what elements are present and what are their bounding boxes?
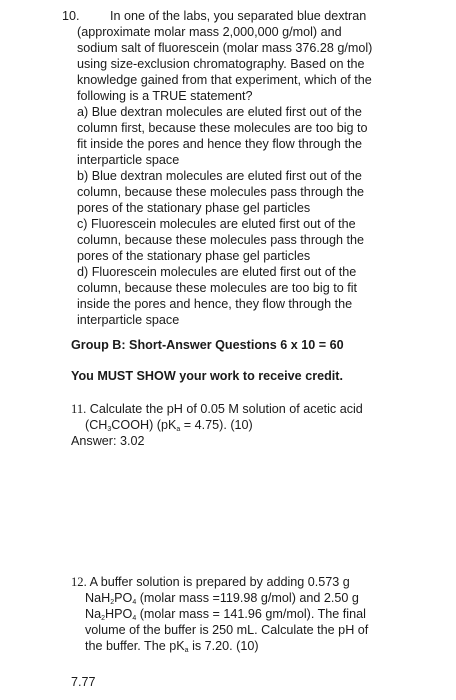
question-11-line-2 bbox=[71, 417, 401, 433]
option-a-line: a) Blue dextran molecules are eluted first out of the bbox=[77, 105, 362, 119]
question-10-body bbox=[77, 24, 407, 328]
option-a-line: column first, because these molecules are too big to bbox=[77, 121, 368, 135]
question-10-line: following is a TRUE statement? bbox=[77, 89, 253, 103]
option-d-line: d) Fluorescein molecules are eluted first out of the bbox=[77, 265, 357, 279]
formula-part: = 4.75). (10) bbox=[180, 418, 253, 432]
subscript: a bbox=[184, 647, 189, 654]
question-12-line-1 bbox=[71, 574, 401, 590]
option-d-line: interparticle space bbox=[77, 313, 180, 327]
formula-part: (molar mass = 141.96 gm/mol). The final bbox=[136, 607, 366, 621]
question-10-number: 10. bbox=[62, 9, 80, 23]
option-d-line: inside the pores and hence, they flow through the bbox=[77, 297, 353, 311]
formula-part: PO bbox=[114, 591, 133, 605]
question-12-line-5 bbox=[71, 638, 401, 654]
question-12-line-2 bbox=[71, 590, 401, 606]
formula-part: HPO bbox=[105, 607, 133, 621]
subscript: 3 bbox=[107, 426, 112, 433]
question-12-line-3 bbox=[71, 606, 401, 622]
formula-part: COOH) (pK bbox=[111, 418, 177, 432]
group-b-title: Group B: Short-Answer Questions 6 x 10 = 60 bbox=[71, 338, 344, 352]
option-c-line: pores of the stationary phase gel particles bbox=[77, 249, 311, 263]
question-10-line: using size-exclusion chromatography. Based on the bbox=[77, 57, 365, 71]
question-10-line: sodium salt of fluorescein (molar mass 376.28 g/mol) bbox=[77, 41, 373, 55]
question-11-text: Calculate the pH of 0.05 M solution of acetic acid bbox=[89, 402, 363, 416]
option-c-line: c) Fluorescein molecules are eluted first out of the bbox=[77, 217, 356, 231]
option-a-line: interparticle space bbox=[77, 153, 180, 167]
formula-part: (molar mass =119.98 g/mol) and 2.50 g bbox=[136, 591, 359, 605]
question-11 bbox=[71, 401, 401, 449]
formula-part: the buffer. The pK bbox=[85, 639, 185, 653]
question-11-number: 11. bbox=[71, 402, 87, 416]
subscript: a bbox=[176, 426, 181, 433]
option-a-line: fit inside the pores and hence they flow through the bbox=[77, 137, 362, 151]
option-b-line: b) Blue dextran molecules are eluted first out of the bbox=[77, 169, 362, 183]
question-10-first-line: In one of the labs, you separated blue dextran bbox=[110, 9, 367, 23]
formula-part: is 7.20. (10) bbox=[188, 639, 259, 653]
formula-part: Na bbox=[85, 607, 102, 621]
option-b-line: pores of the stationary phase gel particles bbox=[77, 201, 311, 215]
question-12 bbox=[71, 574, 401, 654]
formula-part: NaH bbox=[85, 591, 111, 605]
question-10-line: (approximate molar mass 2,000,000 g/mol) and bbox=[77, 25, 342, 39]
subscript: 2 bbox=[110, 599, 115, 606]
question-11-line-1 bbox=[71, 401, 401, 417]
question-11-answer: Answer: 3.02 bbox=[71, 434, 145, 448]
question-12-number: 12. bbox=[71, 575, 87, 589]
subscript: 4 bbox=[132, 615, 137, 622]
option-b-line: column, because these molecules pass through the bbox=[77, 185, 365, 199]
question-12-text: A buffer solution is prepared by adding 0.573 g bbox=[89, 575, 350, 589]
question-12-line-4: volume of the buffer is 250 mL. Calculate the pH of bbox=[85, 623, 369, 637]
option-c-line: column, because these molecules pass through the bbox=[77, 233, 365, 247]
subscript: 2 bbox=[101, 615, 106, 622]
option-d-line: column, because these molecules are too big to fit bbox=[77, 281, 358, 295]
question-10-line: knowledge gained from that experiment, which of the bbox=[77, 73, 372, 87]
must-show-instruction: You MUST SHOW your work to receive credit. bbox=[71, 369, 343, 383]
question-12-answer: 7.77 bbox=[71, 675, 96, 689]
formula-part: (CH bbox=[85, 418, 108, 432]
subscript: 4 bbox=[132, 599, 137, 606]
